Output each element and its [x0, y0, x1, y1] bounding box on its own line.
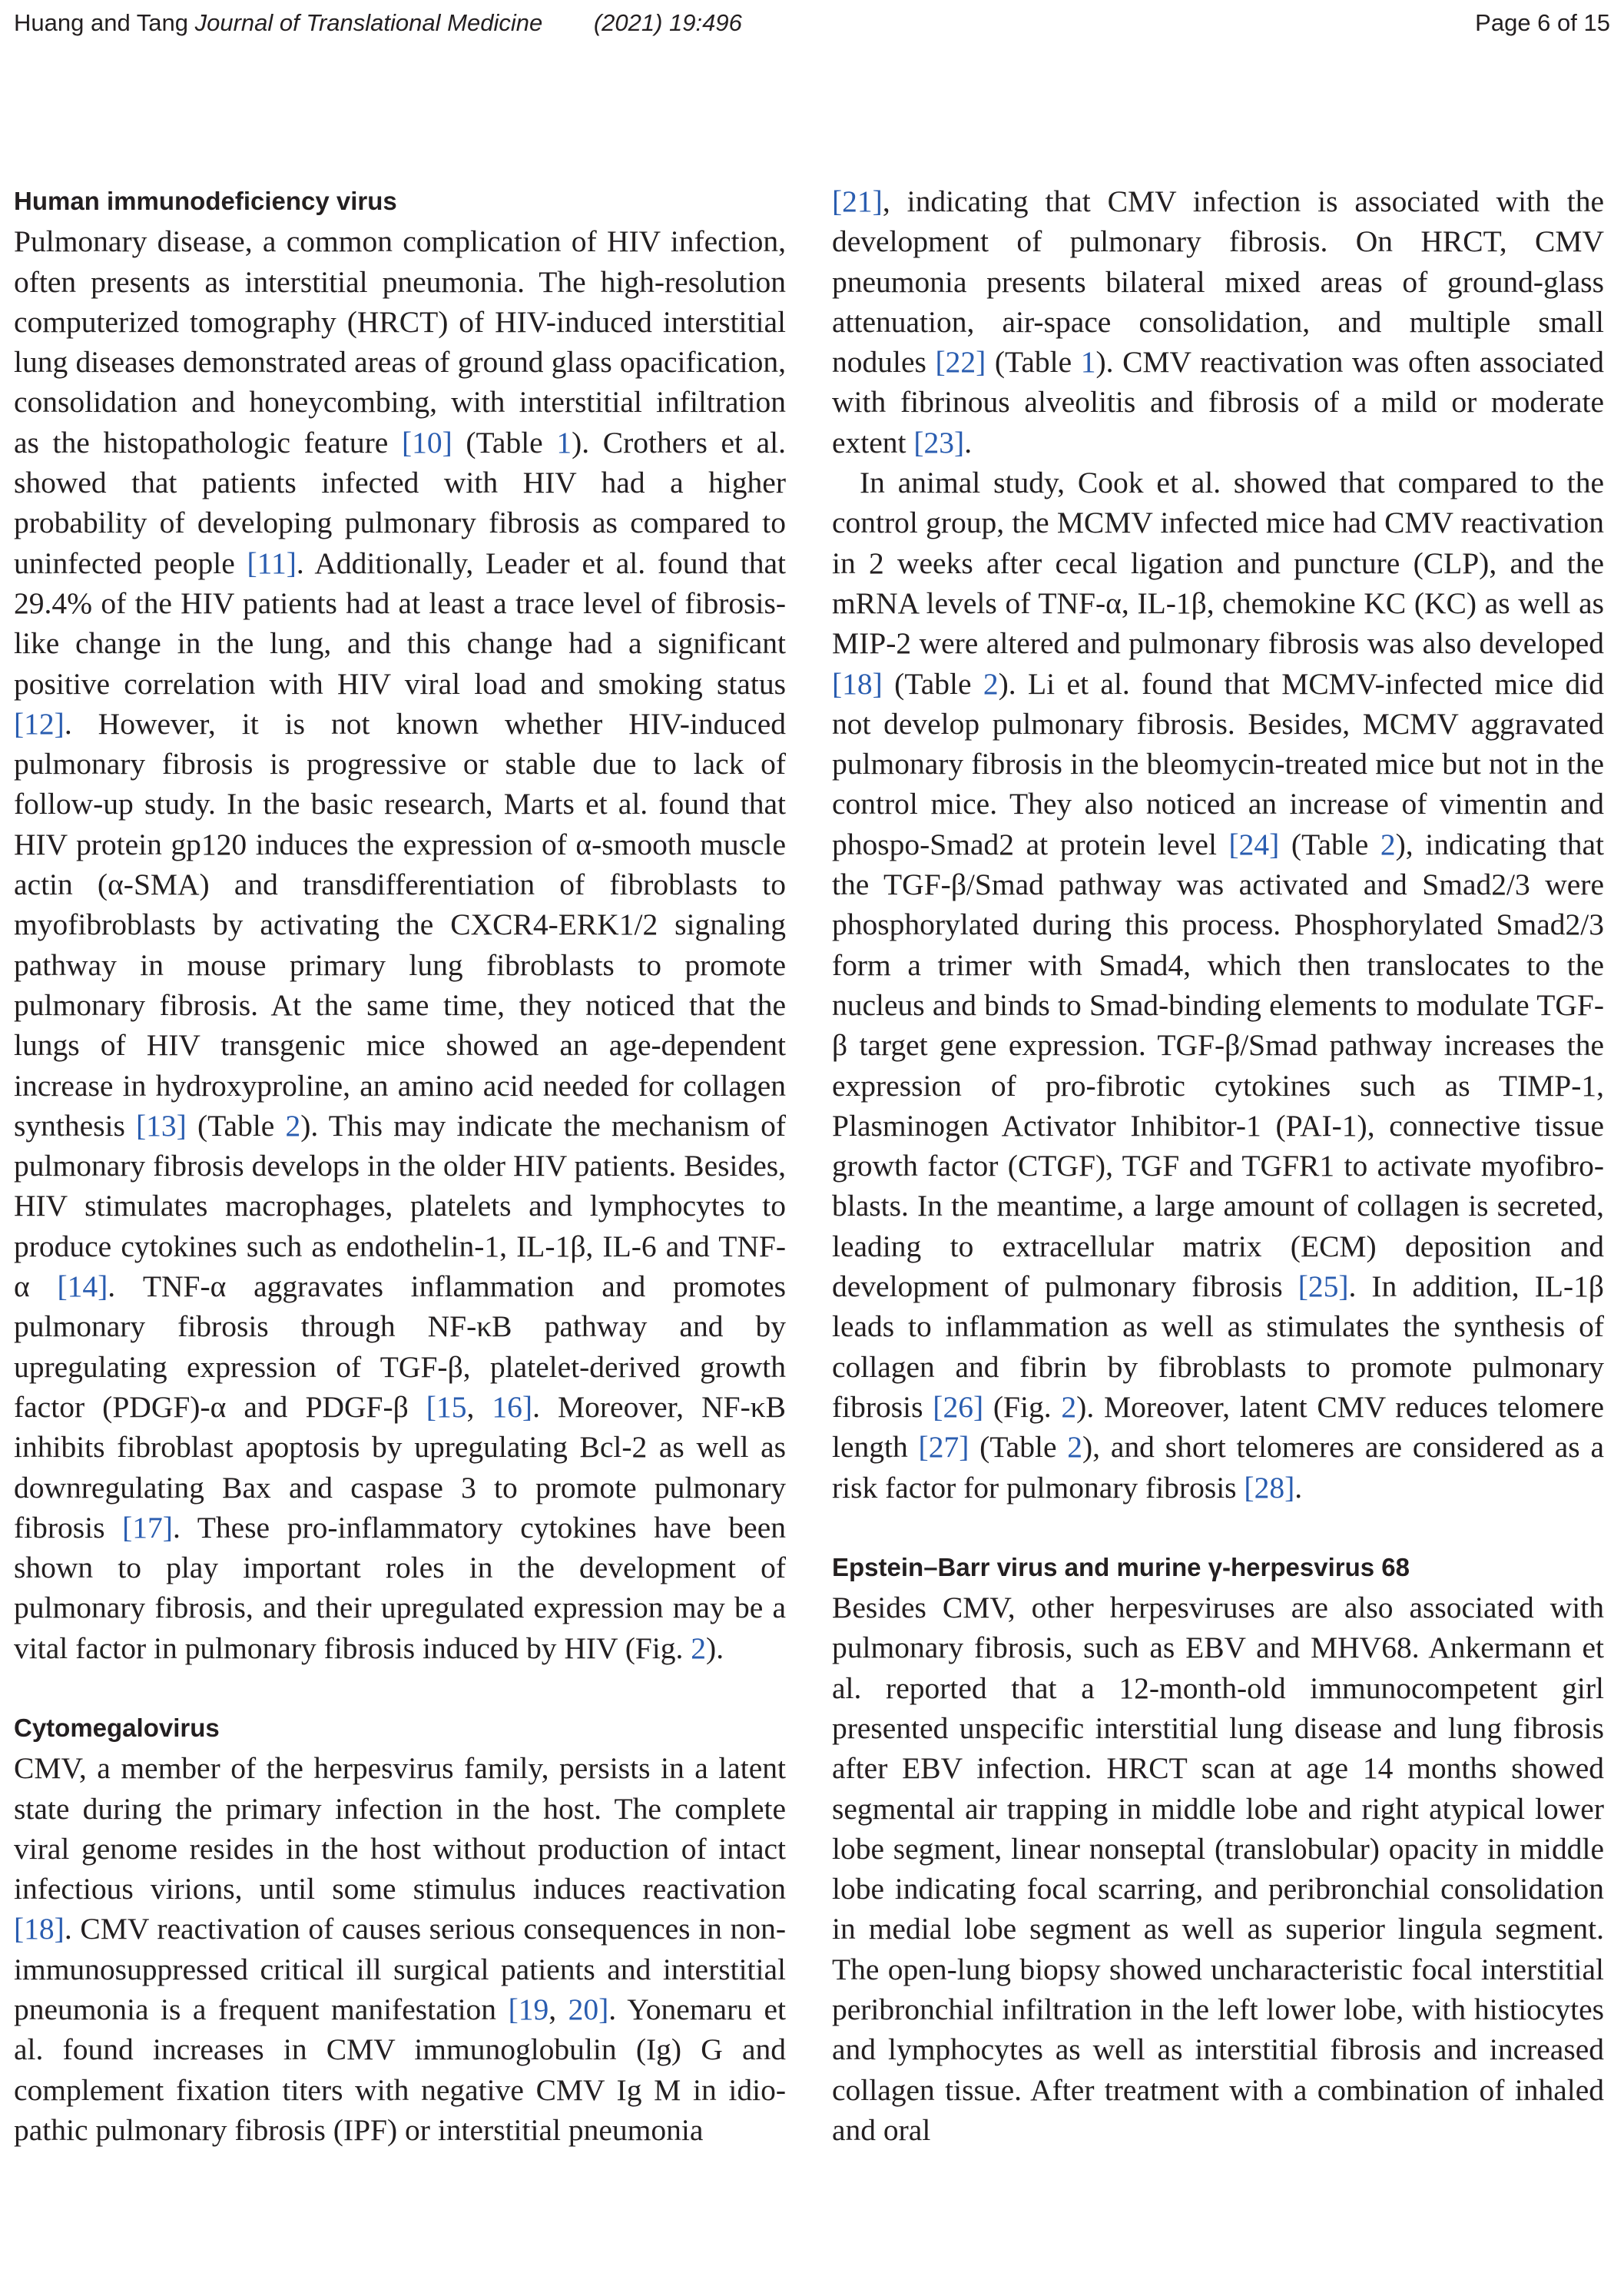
citation-link[interactable]: [21] [832, 184, 883, 218]
section-heading-hiv: Human immunodeficiency virus [14, 187, 397, 215]
citation-link[interactable]: [18] [832, 666, 883, 701]
citation-link[interactable]: [18] [14, 1912, 65, 1946]
running-head [14, 6, 1610, 40]
page-number: Page 6 of 15 [1475, 9, 1610, 36]
table-link[interactable]: 1 [1080, 345, 1096, 380]
citation-link[interactable]: [11] [247, 546, 297, 580]
paragraph-cmv-2: In animal study, Cook et al. showed that compared to the control group, the MCMV infected mice had CMV reactivation in 2 weeks after cecal ligation and puncture (CLP), and the mRNA levels of TNF-α, IL-1β, chemokine KC (KC) as well as MIP-2 were altered and pulmonary fibrosis was also developed [18] (Table 2). Li et al. found that MCMV-infected mice did not develop pulmonary fibrosis. Besides, MCMV aggravated pulmonary fibrosis in the bleomycin-treated mice but not in the control mice. They also noticed an increase of vimentin and phospo-Smad2 at protein level [24] (Table 2), indicating that the TGF-β/Smad pathway was activated and Smad2/3 were phosphorylated during this process. Phosphorylated Smad2/3 form a trimer with Smad4, which then translocates to the nucleus and binds to Smad-binding elements to modulate TGF-β target gene expression. TGF-β/Smad pathway increases the expression of pro-fibrotic cytokines such as TIMP-1, Plasminogen Activator Inhibitor-1 (PAI-1), connective tissue growth factor (CTGF), TGF and TGFR1 to activate myofibroblasts. In the meantime, a large amount of collagen is secreted, leading to extracellular matrix (ECM) deposition and development of pulmonary fibrosis [25]. In addition, IL-1β leads to inflammation as well as stimulates the synthesis of collagen and fibrin by fibroblasts to promote pulmonary fibrosis [26] (Fig. 2). Moreover, latent CMV reduces telomere length [27] (Table 2), and short telomeres are considered as a risk factor for pulmonary fibrosis [28]. [832, 466, 1605, 1505]
section-heading-cmv: Cytomegalovirus [14, 1713, 220, 1742]
citation-link[interactable]: [26] [933, 1389, 984, 1424]
figure-link[interactable]: 2 [1061, 1389, 1077, 1424]
citation-link[interactable]: 16 [492, 1389, 522, 1424]
table-link[interactable]: 2 [285, 1108, 301, 1143]
citation-link[interactable]: 20 [568, 1992, 599, 2027]
citation-link[interactable]: [22] [935, 345, 986, 380]
table-link[interactable]: 2 [983, 666, 999, 701]
citation-link[interactable]: [28] [1244, 1470, 1295, 1505]
authors: Huang and Tang [14, 9, 188, 36]
citation-link[interactable]: 19 [518, 1992, 549, 2027]
citation-link[interactable]: [27] [918, 1430, 969, 1465]
citation-link[interactable]: [10] [401, 425, 452, 460]
citation-link[interactable]: 15 [436, 1389, 467, 1424]
paragraph-cmv-1: CMV, a member of the herpesvirus family, persists in a latent state during the primary infection in the host. The complete viral genome resides in the host without production of intact infectious virions, until some stimulus induces reactivation [18]. CMV reactivation of causes serious consequences in non-immunosuppressed critical ill surgical patients and interstitial pneumonia is a frequent manifestation [19, 20]. Yonemaru et al. found increases in CMV immunoglobulin (Ig) G and complement fixation titers with negative CMV Ig M in idiopathic pulmonary fibrosis (IPF) or interstitial pneumonia [14, 1751, 787, 2147]
citation-link[interactable]: [13] [136, 1108, 187, 1143]
table-link[interactable]: 2 [1380, 827, 1396, 861]
citation-link[interactable]: [25] [1298, 1269, 1349, 1304]
right-column [832, 181, 1604, 2150]
citation-link[interactable]: [17] [122, 1510, 173, 1544]
section-heading-ebv: Epstein–Barr virus and murine γ-herpesvirus 68 [832, 1552, 1410, 1581]
paragraph-hiv-1: Pulmonary disease, a common complication of HIV infection, often presents as interstitial pneumonia. The high-resolution computerized tomography (HRCT) of HIV-induced interstitial lung diseases demonstrated areas of ground glass opacification, consolidation and honeycombing, with interstitial infiltration as the histopathologic feature [10] (Table 1). Crothers et al. showed that patients infected with HIV had a higher probability of developing pulmonary fibrosis as compared to uninfected people [11]. Additionally, Leader et al. found that 29.4% of the HIV patients had at least a trace level of fibrosis-like change in the lung, and this change had a significant positive correlation with HIV viral load and smoking status [12]. However, it is not known whether HIV-induced pulmonary fibrosis is progressive or stable due to lack of follow-up study. In the basic research, Marts et al. found that HIV protein gp120 induces the expression of α-smooth muscle actin (α-SMA) and transdifferentiation of fibroblasts to myofibroblasts by activating the CXCR4-ERK1/2 signaling pathway in mouse primary lung fibroblasts to promote pulmonary fibrosis. At the same time, they noticed that the lungs of HIV transgenic mice showed an age-dependent increase in hydroxyproline, an amino acid needed for collagen synthesis [13] (Table 2). This may indicate the mechanism of pulmonary fibrosis develops in the older HIV patients. Besides, HIV stimulates macrophages, platelets and lymphocytes to produce cytokines such as endothelin-1, IL-1β, IL-6 and TNF-α [14]. TNF-α aggravates inflammation and promotes pulmonary fibrosis through NF-κB pathway and by upregulating expression of TGF-β, platelet-derived growth factor (PDGF)-α and PDGF-β [15, 16]. Moreover, NF-κB inhibits fibroblast apoptosis by upregulating Bcl-2 as well as downregulating Bax and caspase 3 to promote pulmonary fibrosis [17]. These pro-inflammatory cytokines have been shown to play important roles in the development of pulmonary fibrosis, and their upregulated expression may be a vital factor in pulmonary fibrosis induced by HIV (Fig. 2). [14, 224, 787, 1665]
citation-link[interactable]: [14] [57, 1269, 108, 1304]
volume-citation: (2021) 19:496 [593, 9, 742, 36]
running-head-citation [14, 9, 742, 37]
left-column [14, 181, 786, 2150]
table-link[interactable]: 2 [1067, 1430, 1083, 1465]
table-link[interactable]: 1 [556, 425, 572, 460]
figure-link[interactable]: 2 [691, 1631, 707, 1665]
paragraph-ebv-1: Besides CMV, other herpesviruses are also associated with pulmonary fibrosis, such as EBV and MHV68. Ankermann et al. reported that a 12-month-old immunocompetent girl presented unspecific interstitial lung disease and lung fibrosis after EBV infection. HRCT scan at age 14 months showed segmental air trapping in middle lobe and right atypical lower lobe segment, linear nonseptal (translobular) opacity in middle lobe indicating focal scarring, and peribronchial consolidation in medial lobe segment as well as superior lingula segment. The open-lung biopsy showed uncharacteristic focal interstitial peribronchial infiltration in the left lower lobe, with histiocytes and lymphocytes as well as interstitial fibrosis and increased collagen tissue. After treatment with a combination of inhaled and oral [832, 1591, 1604, 2147]
citation-link[interactable]: [23] [913, 425, 965, 460]
citation-link[interactable]: [24] [1228, 827, 1280, 861]
paragraph-cmv-1-continued: [21], indicating that CMV infection is associated with the development of pulmonary fibrosis. On HRCT, CMV pneumonia presents bilateral mixed areas of ground-glass attenuation, air-space consolidation, and multiple small nodules [22] (Table 1). CMV reactivation was often associated with fibrinous alveolitis and fibrosis of a mild or moderate extent [23]. [832, 184, 1604, 460]
journal-title: Journal of Translational Medicine [194, 9, 543, 36]
citation-link[interactable]: [12] [14, 706, 65, 741]
